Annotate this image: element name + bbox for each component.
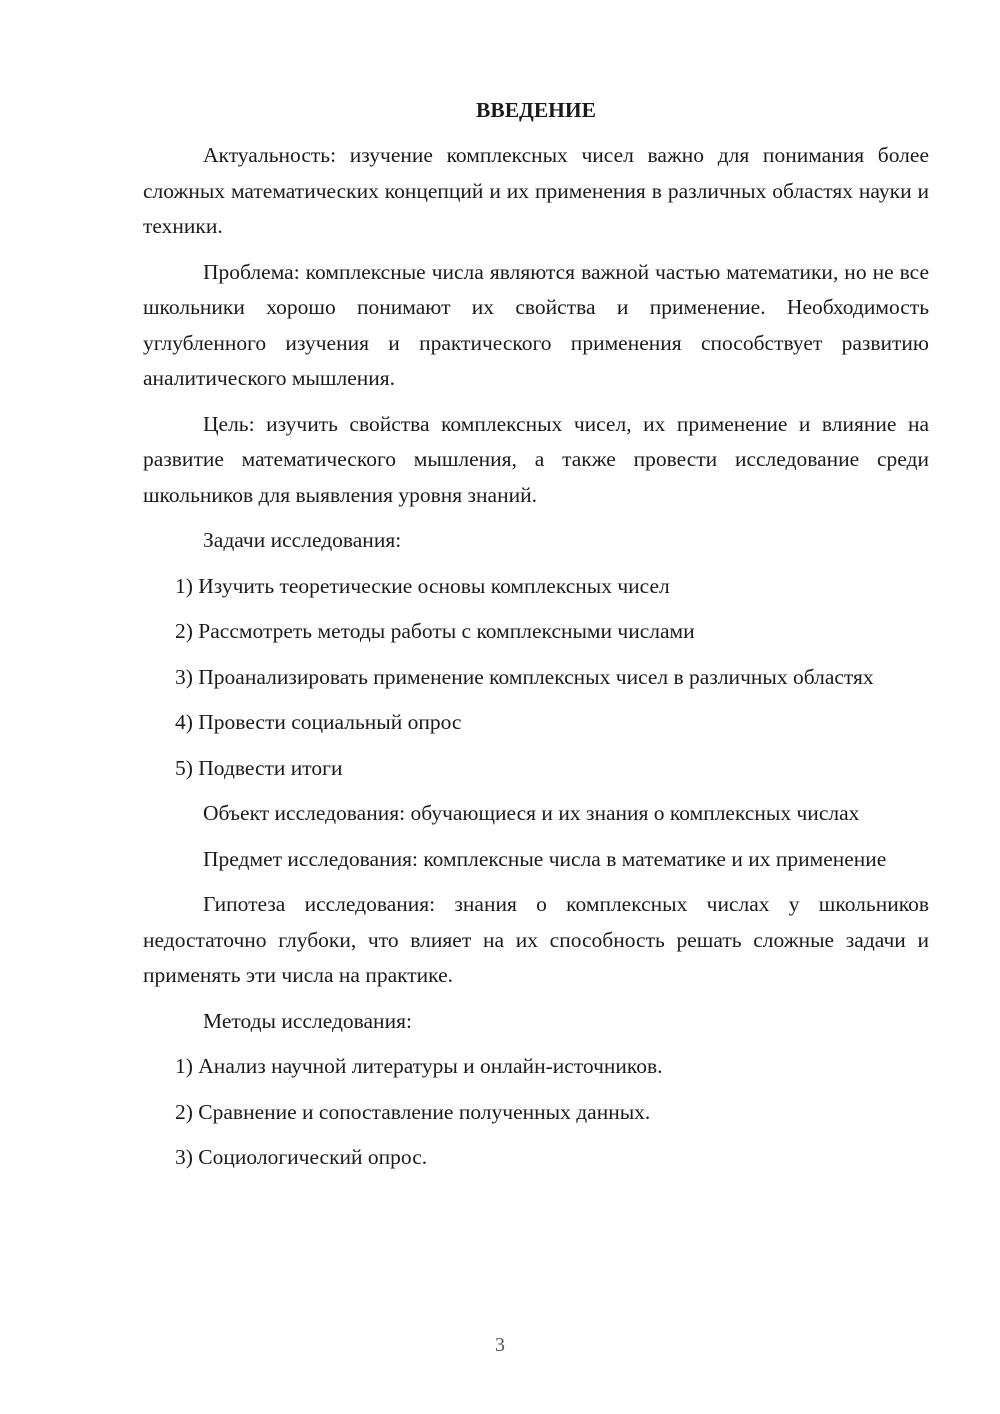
document-page [143, 95, 929, 1186]
method-item-3: 3) Социологический опрос. [175, 1145, 428, 1169]
paragraph-object: Объект исследования: обучающиеся и их знания о комплексных числах [203, 801, 860, 825]
paragraph-methods-title: Методы исследования: [203, 1008, 412, 1033]
task-item-3: 3) Проанализировать применение комплексных чисел в различных областях [175, 664, 874, 689]
paragraph-tasks-title: Задачи исследования: [203, 528, 402, 552]
task-item-4: 4) Провести социальный опрос [175, 710, 462, 734]
paragraph-hypothesis: Гипотеза исследования: знания о комплексных числах у школьников недостаточно глубоки, что влияет на их способность решать сложные задачи и применять эти числа на практике. [143, 892, 929, 987]
method-item-1: 1) Анализ научной литературы и онлайн-источников. [175, 1054, 663, 1078]
paragraph-subject: Предмет исследования: комплексные числа в математике и их применение [203, 846, 887, 871]
page-number: 3 [495, 1334, 505, 1356]
section-heading: ВВЕДЕНИЕ [476, 98, 596, 122]
paragraph-relevance: Актуальность: изучение комплексных чисел важно для понимания более сложных математических концепций и их применения в различных областях науки и техники. [143, 143, 929, 238]
task-item-5: 5) Подвести итоги [175, 755, 343, 780]
task-item-1: 1) Изучить теоретические основы комплексных чисел [175, 573, 670, 598]
paragraph-problem: Проблема: комплексные числа являются важной частью математики, но не все школьники хорошо понимают их свойства и применение. Необходимость углубленного изучения и практического применения способствует развитию аналитического мышления. [143, 259, 929, 390]
method-item-2: 2) Сравнение и сопоставление полученных данных. [175, 1099, 651, 1124]
paragraph-goal: Цель: изучить свойства комплексных чисел, их применение и влияние на развитие математического мышления, а также провести исследование среди школьников для выявления уровня знаний. [143, 411, 929, 507]
task-item-2: 2) Рассмотреть методы работы с комплексными числами [175, 619, 695, 643]
